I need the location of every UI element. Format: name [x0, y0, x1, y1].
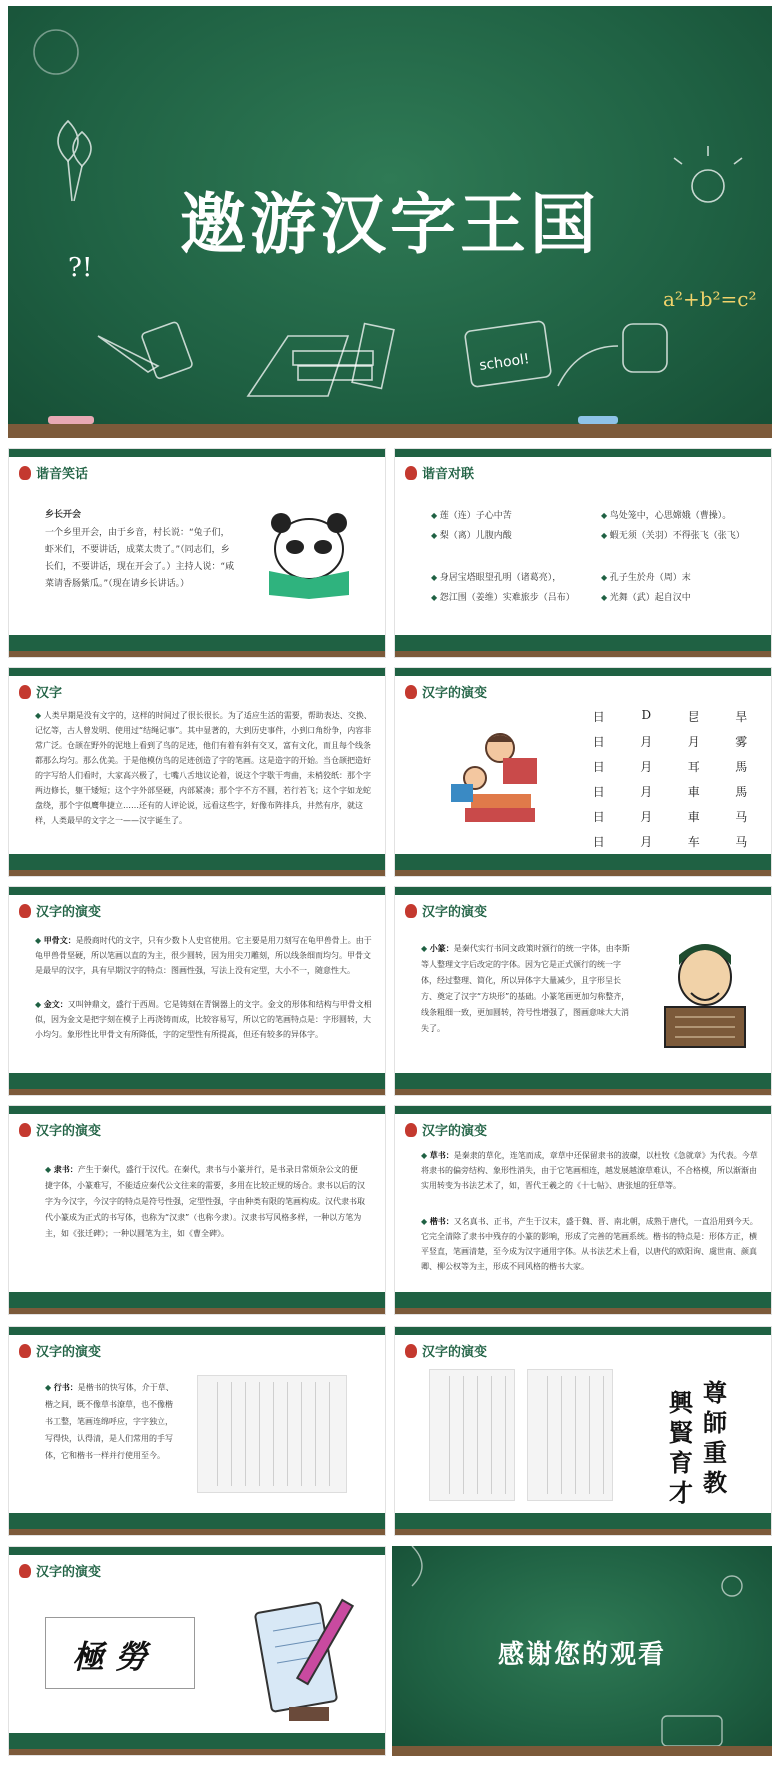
slide-hanzi	[8, 667, 386, 877]
slide-title	[405, 1341, 487, 1360]
evolution-char: 㫐	[687, 710, 700, 724]
slide-cursive-regular	[394, 1105, 772, 1315]
chalk-piece	[578, 416, 618, 424]
seal-text: 是秦代实行书同文政策时颁行的统一字体，由李斯等人整理文字后改定的字体。因为它是正式颁行的统一字体，经过整理、简化，所以异体字大量减少，且字形呈长方、奠定了汉字“方块形”的基础。小篆笔画更加匀称整齐，线条粗细一致，更加圆转，符号性增强了，图画意味大大消失了。	[421, 944, 630, 1033]
evolution-char: 馬	[735, 760, 748, 774]
cursive-text: 是秦隶的草化，连笔而成，章草中还保留隶书的波磔，以杜牧《急就章》为代表。今草将隶书的偏旁结构、象形性消失，由于它笔画相连，越发展越潦草难认，不合格模，所以渐渐由实用转变为书法艺术了，如，晋代王羲之的《十七帖》、唐张旭的狂草等。	[421, 1151, 758, 1190]
slide-title-text: 谐音笑话	[36, 467, 89, 482]
pushpin-icon	[19, 1123, 31, 1137]
slide-footer	[395, 1292, 771, 1314]
slide-title-text: 汉字的演变	[422, 1345, 488, 1360]
seal-label: 小篆：	[429, 944, 454, 953]
evolution-char: 車	[687, 785, 700, 799]
evolution-char: D	[641, 708, 652, 722]
slide-title	[405, 901, 487, 920]
pushpin-icon	[405, 904, 417, 918]
evolution-char: 日	[592, 810, 605, 824]
slide-topbar	[395, 668, 771, 676]
evolution-char: 車	[687, 810, 700, 824]
cursive-label: 草书：	[429, 1151, 454, 1160]
slide-seal-script	[394, 886, 772, 1096]
couplet-item: ◆ 怨江围（姜维）实难旅步（吕布）	[431, 589, 575, 607]
panda-reading-icon	[259, 509, 359, 599]
cursive-calligraphy-image	[45, 1617, 195, 1689]
seal-paragraph	[421, 941, 631, 1037]
pushpin-icon	[19, 1344, 31, 1358]
slide-title-text: 汉字	[36, 686, 63, 701]
story-body: 一个乡里开会，由于乡音，村长说：“兔子们，虾米们，不要讲话，成菜太贵了。”（同志们，乡长们，不要讲话，现在开会了。）主持人说：“咸菜请香肠紫瓜。”（现在请乡长讲话。）	[45, 528, 235, 589]
regular-paragraph	[421, 1214, 763, 1274]
oracle-label: 甲骨文：	[43, 936, 76, 945]
running-text: 是楷书的快写体，介于草、楷之间，既不像草书潦草，也不像楷书工整，笔画连绵呼应，字字独立，写得快，认得清，是人们常用的手写体，它和楷书一样并行使用至今。	[45, 1383, 174, 1460]
pushpin-icon	[19, 685, 31, 699]
couplet-item: ◆ 蝦无须（关羽）不得张飞（张飞）	[601, 527, 745, 545]
evolution-char: 月	[640, 810, 653, 824]
slide-title-text: 汉字的演变	[36, 1124, 102, 1139]
evolution-char: 月	[687, 735, 700, 749]
slide-evolution-chart	[394, 667, 772, 877]
evolution-char: 日	[592, 710, 605, 724]
pushpin-icon	[19, 466, 31, 480]
cover-title: 邀游汉字王国	[180, 185, 600, 263]
evolution-char: 日	[592, 735, 605, 749]
slide-title-text: 汉字的演变	[422, 686, 488, 701]
slide-couplets	[394, 448, 772, 658]
calligraphy-char: 尊	[703, 1378, 727, 1407]
evolution-char: 马	[735, 835, 748, 849]
calligraphy-char: 才	[669, 1478, 693, 1507]
evolution-char: 日	[592, 760, 605, 774]
couplet-item: ◆ 梨（离）儿腹内酸	[431, 527, 512, 545]
cursive-calligraphy-text: 極 勞	[72, 1638, 148, 1676]
slide-running-script	[8, 1326, 386, 1536]
evolution-char: 马	[735, 810, 748, 824]
slide-topbar	[9, 1106, 385, 1114]
couplet-item: ◆ 莲（连）子心中苦	[431, 507, 512, 525]
bronze-label: 金文：	[43, 1000, 68, 1009]
regular-text: 又名真书、正书，产生于汉末，盛于魏、晋、南北朝，成熟于唐代，一直沿用到今天。它完全清除了隶书中残存的小篆的影响，形成了完善的笔画系统。楷书的特点是：形体方正，横平竖直，笔画清楚，至今成为汉字通用字体。从书法艺术上看，以唐代的欧阳询、虞世南、颜真卿、柳公权等为主，形成不同风格的楷书大家。	[421, 1217, 758, 1271]
running-script-sample-image	[197, 1375, 347, 1493]
slide-footer	[395, 854, 771, 876]
slide-topbar	[395, 887, 771, 895]
svg-text:a²+b²=c²: a²+b²=c²	[663, 287, 757, 311]
evolution-char: 耳	[687, 760, 700, 774]
evolution-char: 月	[640, 785, 653, 799]
evolution-char: 馬	[735, 785, 748, 799]
running-paragraph	[45, 1379, 177, 1464]
chalk-tray	[392, 1746, 772, 1756]
slide-footer	[9, 1292, 385, 1314]
couplet-item: ◆ 孔子生於舟（周）末	[601, 569, 691, 587]
clerical-label: 隶书：	[53, 1165, 78, 1174]
slide-footer	[9, 1513, 385, 1535]
calligraphy-sample-image	[429, 1369, 515, 1501]
couplet-item: ◆ 身居宝塔眼望孔明（诸葛亮），	[431, 569, 561, 587]
chalk-tray	[8, 424, 772, 438]
slide-footer	[395, 1513, 771, 1535]
calligraphy-sample-image	[527, 1369, 613, 1501]
slide-footer	[395, 1073, 771, 1095]
scholar-scroll-icon	[655, 937, 755, 1057]
couplet-item: ◆ 鸟处笼中，心思嫦娥（曹操）。	[601, 507, 731, 525]
hanzi-body: ◆ 人类早期是没有文字的，这样的时间过了很长很长。为了适应生活的需要，帮助表达、交换、记忆等，古人曾发明、使用过“结绳记事”。其中显著的，大到历史事件，小到口角纷争，内容非常广泛。仓颉在野外的泥地上看到了鸟的足迹，他们有着有斜有交叉，富有文化，而且每个线条都那么均匀。那么优美。于是他模仿鸟的足迹创造了字的笔画。这是造字的开始。当仓颉把造好的字写给人们看时，大家高兴极了，七嘴八舌地议论着，说这个字歇干弯曲，未梢狡纸：那个字两边修长，躯干矮短；这个字外部坚硬，内部紧凑；那个字不方不圆，若行若飞；这个字如龙蛇盘绕，那个字似鹰隼捷立……还有的人评论说，远看这些字，好像布阵排兵，井然有序，就这样，人类最早的文字之一——汉字诞生了。	[35, 708, 377, 828]
slide-footer	[9, 1733, 385, 1755]
pushpin-icon	[19, 1564, 31, 1578]
oracle-paragraph	[35, 933, 377, 978]
slide-title-text: 汉字的演变	[36, 1565, 102, 1580]
pushpin-icon	[405, 466, 417, 480]
slide-topbar	[395, 1327, 771, 1335]
slide-topbar	[9, 668, 385, 676]
thanks-slide	[392, 1546, 772, 1756]
pushpin-icon	[19, 904, 31, 918]
calligraphy-char: 育	[669, 1448, 693, 1477]
calligraphy-char: 賢	[669, 1418, 693, 1447]
couplet-item: ◆ 光舞（武）起自汉中	[601, 589, 691, 607]
regular-label: 楷书：	[429, 1217, 454, 1226]
clerical-text: 产生于秦代，盛行于汉代。在秦代，隶书与小篆并行，是书录日常烦杂公文的便捷字体，小篆难写，不能适应秦代公文往来的需要，多用在比较正规的场合。隶书以后的汉字为今汉字，今汉字的特点是符号性强，定型性强，字由种类有限的笔画构成。汉代隶书取代小篆成为正式的书写体，也称为“汉隶”（也称今隶）。汉隶书写风格多样，一种以方笔为主，如《张迁碑》；一种以圆笔为主，如《曹全碑》。	[45, 1165, 365, 1238]
slide-topbar	[9, 887, 385, 895]
pushpin-icon	[405, 685, 417, 699]
slide-title	[19, 1561, 101, 1580]
evolution-char: 月	[640, 760, 653, 774]
character-evolution-grid	[575, 708, 765, 858]
slide-topbar	[9, 449, 385, 457]
evolution-char: 雾	[735, 735, 748, 749]
slide-title-text: 谐音对联	[422, 467, 475, 482]
pencil-notebook-icon	[249, 1587, 359, 1737]
bronze-text: 又叫钟鼎文，盛行于西周。它是铸刻在青铜器上的文字。金文的形体和结构与甲骨文相似，因为金文是把字刻在模子上再浇铸而成，比较容易写，所以它的笔画特点是：字形圆转，大小均匀。象形性比甲骨文有所降低，字的定型性有所提高，但还有较多的异体字。	[35, 1000, 372, 1039]
slide-footer	[9, 1073, 385, 1095]
slide-topbar	[395, 449, 771, 457]
slide-oracle-bronze	[8, 886, 386, 1096]
slide-title-text: 汉字的演变	[422, 1124, 488, 1139]
slide-topbar	[9, 1547, 385, 1555]
calligraphy-char: 興	[669, 1388, 693, 1417]
slide-footer	[395, 635, 771, 657]
chalk-piece	[48, 416, 94, 424]
slide-cursive-sample	[8, 1546, 386, 1756]
calligraphy-char: 師	[703, 1408, 727, 1437]
slide-footer	[9, 635, 385, 657]
slide-clerical-script	[8, 1105, 386, 1315]
clerical-paragraph	[45, 1162, 365, 1242]
pushpin-icon	[405, 1123, 417, 1137]
evolution-char: 旱	[735, 710, 748, 724]
slide-topbar	[395, 1106, 771, 1114]
cursive-paragraph	[421, 1148, 763, 1193]
slide-puns	[8, 448, 386, 658]
bronze-paragraph	[35, 997, 377, 1042]
slide-title	[19, 901, 101, 920]
evolution-char: 车	[687, 835, 700, 849]
slide-topbar	[9, 1327, 385, 1335]
evolution-char: 月	[640, 835, 653, 849]
oracle-text: 是殷商时代的文字，只有少数卜人史官使用。它主要是用刀刻写在龟甲兽骨上。由于龟甲兽骨坚硬，所以笔画以直的为主，很少圆转，因为用尖刀雕刻，所以线条细而均匀。甲骨文是最早的汉字，具有早期汉字的特点：图画性强，写法上没有定型，大小不一，随意性大。	[35, 936, 372, 975]
evolution-char: 月	[640, 735, 653, 749]
svg-text:?!: ?!	[68, 253, 93, 283]
slide-title	[19, 463, 88, 482]
slide-footer	[9, 854, 385, 876]
slide-title-text: 汉字的演变	[36, 1345, 102, 1360]
slide-title	[19, 1120, 101, 1139]
pushpin-icon	[405, 1344, 417, 1358]
evolution-char: 日	[592, 785, 605, 799]
calligraphy-char: 重	[703, 1438, 727, 1467]
cover-slide	[8, 6, 772, 438]
kids-reading-icon	[445, 728, 555, 838]
slide-calligraphy-samples	[394, 1326, 772, 1536]
evolution-char: 日	[592, 835, 605, 849]
thanks-title: 感谢您的观看	[497, 1640, 666, 1670]
slide-title	[405, 1120, 487, 1139]
slide-title	[19, 682, 62, 701]
svg-text:school!: school!	[478, 351, 531, 375]
slide-title-text: 汉字的演变	[36, 905, 102, 920]
running-label: 行书：	[53, 1383, 78, 1392]
slide-title	[19, 1341, 101, 1360]
slide-title-text: 汉字的演变	[422, 905, 488, 920]
story-heading: 乡长开会	[45, 510, 82, 520]
slide-title	[405, 682, 487, 701]
slide-title	[405, 463, 474, 482]
calligraphy-char: 教	[703, 1468, 727, 1497]
